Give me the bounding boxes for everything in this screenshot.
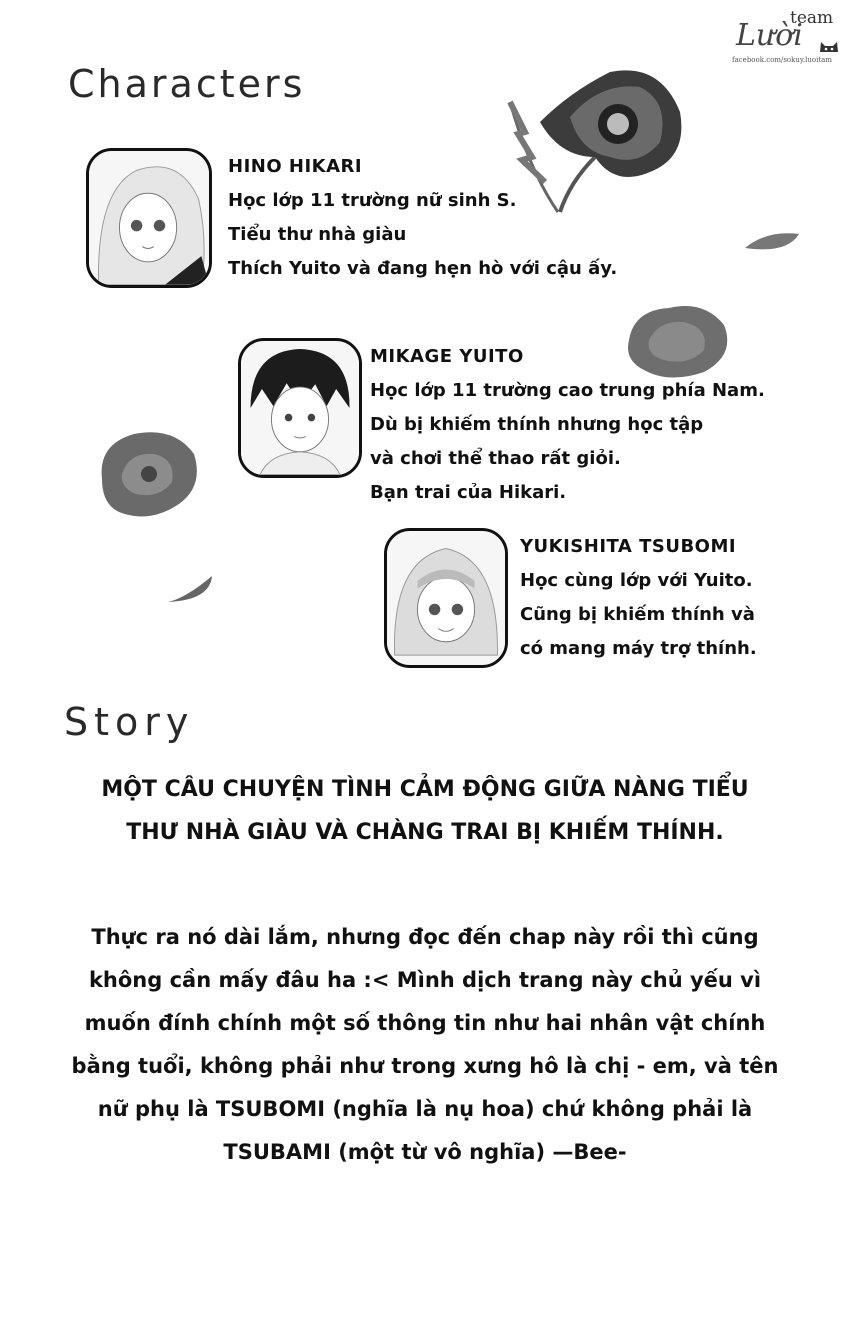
tsubomi-portrait-icon (384, 528, 508, 668)
note-line: không cần mấy đâu ha :< Mình dịch trang này chủ yếu vì (88, 968, 762, 992)
watermark-url: facebook.com/sokuy.luoitam (732, 56, 832, 64)
cat-icon (818, 38, 840, 54)
character-line: Dù bị khiếm thính nhưng học tập (370, 414, 704, 435)
character-hikari-info (228, 150, 617, 286)
note-line: nữ phụ là TSUBOMI (nghĩa là nụ hoa) chứ không phải là (97, 1097, 753, 1121)
translator-note (60, 916, 790, 1174)
story-tagline (60, 768, 790, 854)
story-heading: Story (64, 700, 195, 744)
poppy-flower-icon (94, 424, 202, 524)
character-name: MIKAGE YUITO (370, 346, 524, 367)
note-line: muốn đính chính một số thông tin như hai nhân vật chính (84, 1011, 766, 1035)
character-name: YUKISHITA TSUBOMI (520, 536, 737, 557)
character-line: và chơi thể thao rất giỏi. (370, 448, 621, 469)
character-line: Bạn trai của Hikari. (370, 482, 567, 503)
character-line: có mang máy trợ thính. (520, 638, 757, 659)
team-watermark (726, 4, 846, 66)
yuito-portrait-icon (238, 338, 362, 478)
tagline-line: THƯ NHÀ GIÀU VÀ CHÀNG TRAI BỊ KHIẾM THÍNH. (126, 820, 724, 845)
character-line: Cũng bị khiếm thính và (520, 604, 755, 625)
character-tsubomi-info (520, 530, 757, 666)
characters-heading: Characters (68, 62, 306, 106)
character-line: Học lớp 11 trường nữ sinh S. (228, 190, 517, 211)
note-line: Thực ra nó dài lắm, nhưng đọc đến chap này rồi thì cũng (91, 925, 759, 949)
character-yuito-info (370, 340, 765, 510)
character-line: Thích Yuito và đang hẹn hò với cậu ấy. (228, 258, 618, 279)
character-name: HINO HIKARI (228, 156, 363, 177)
hikari-portrait-icon (86, 148, 212, 288)
petal-icon (166, 574, 216, 608)
character-line: Tiểu thư nhà giàu (228, 224, 407, 245)
note-line: TSUBAMI (một từ vô nghĩa) —Bee- (223, 1140, 627, 1164)
character-line: Học lớp 11 trường cao trung phía Nam. (370, 380, 765, 401)
watermark-team: team (790, 8, 834, 28)
note-line: bằng tuổi, không phải như trong xưng hô là chị - em, và tên (71, 1054, 779, 1078)
petal-icon (742, 228, 802, 258)
character-line: Học cùng lớp với Yuito. (520, 570, 753, 591)
tagline-line: MỘT CÂU CHUYỆN TÌNH CẢM ĐỘNG GIỮA NÀNG TIỂU (101, 777, 749, 802)
watermark-script: Lười (736, 18, 803, 53)
